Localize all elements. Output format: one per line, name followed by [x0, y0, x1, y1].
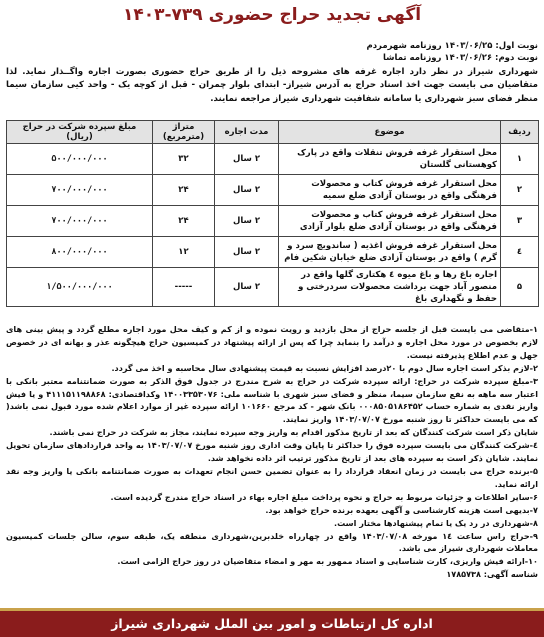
publication-dates: [366, 40, 538, 64]
row-deposit: ۵۰۰/۰۰۰/۰۰۰: [7, 144, 153, 175]
row-duration: ۲ سال: [215, 237, 279, 268]
notice-first: نوبت اول: ۱۴۰۳/۰۶/۲۵ روزنامه شهرمردم: [366, 41, 538, 51]
row-index: ۲: [501, 175, 539, 206]
row-area: ۱۲: [153, 237, 215, 268]
row-index: ۵: [501, 268, 539, 307]
footer-banner: اداره کل ارتباطات و امور بین الملل شهرداری شیراز: [0, 611, 544, 637]
term-item: ۳-مبلغ سپرده شرکت در حراج: ارائه سپرده شرکت در حراج به شرح مندرج در جدول فوق الذکر به صورت ضمانتنامه معتبر بانکی با اعتبار سه ماهه به نفع سازمان سیما، منظر و فضای سبز شهری با شناسه ملی: ۱۴۰۰۳۳۵۳۰۷۶ وکداقتصادی: ۴۱۱۱۵۱۱۹۸۸۶۸ و یا فیش واریز نقدی به شماره حساب ۰۰۰۸۵۰۵۱۸۶۴۵۲ بانک شهر - کد مرجع ۱۰۱۶۶۰ ارائه سپرده غیر از موارد اعلام شده مورد قبول نمی باشد( که می بایست حداکثر تا روز شنبه مورخ ۱۴۰۳/۰۷/۰۷ واریز نمایند.: [6, 375, 539, 425]
col-header-subject: موضوع: [279, 121, 501, 144]
table-row: [7, 268, 539, 307]
row-deposit: ۱/۵۰۰/۰۰۰/۰۰۰: [7, 268, 153, 307]
term-item: ۷-بدیهی است هزینه کارشناسی و آگهی بعهده برنده حراج خواهد بود.: [265, 504, 538, 515]
row-subject: محل استقرار غرفه فروش کتاب و محصولات فرهنگی واقع در بوستان آزادی ضلع سمیه: [279, 175, 501, 206]
term-item: ۱۰-ارائه فیش واریزی، کارت شناسایی و اسناد ممهور به مهر و امضاء متقاضیان در روز حراج الزامی است.: [117, 556, 538, 567]
term-item: ۵-برنده حراج می بایست در زمان انعقاد قرارداد را به عنوان تضمین حسن انجام تعهدات به صورت ضمانتنامه بانکی یا واریز وجه نقد ارائه نماید.: [6, 465, 538, 489]
row-index: ۳: [501, 206, 539, 237]
table-row: [7, 237, 539, 268]
term-item: ۲-لازم بذکر است اجاره سال دوم با ۲۰درصد افزایش نسبت به قیمت پیشنهادی سال محاسبه و اخذ می گردد.: [111, 362, 538, 373]
term-item: ٤-شرکت کنندگان می بایست سپرده فوق را حداکثر تا پایان وقت اداری روز شنبه مورخ ۱۴۰۳/۰۷/۰۷ به واحد قراردادهای سازمان تحویل نمایند. شایان ذکر است به سپرده های بعد از تاریخ مذکور ترتیب اثر داده نخواهد شد.: [6, 440, 538, 464]
col-header-index: ردیف: [501, 121, 539, 144]
row-deposit: ۸۰۰/۰۰۰/۰۰۰: [7, 237, 153, 268]
row-index: ٤: [501, 237, 539, 268]
row-index: ۱: [501, 144, 539, 175]
table-row: [7, 144, 539, 175]
col-header-area: متراژ (مترمربع): [153, 121, 215, 144]
row-subject: محل استقرار غرفه فروش تنقلات واقع در پارک کوهستانی گلستان: [279, 144, 501, 175]
row-duration: ۲ سال: [215, 206, 279, 237]
table-header-row: [7, 121, 539, 144]
row-duration: ۲ سال: [215, 144, 279, 175]
col-header-duration: مدت اجاره: [215, 121, 279, 144]
row-area: ۲۴: [153, 175, 215, 206]
term-item: ۶-سایر اطلاعات و جزئیات مربوط به حراج و نحوه پرداخت مبلغ اجاره بهاء در اسناد حراج مندرج گردیده است.: [110, 491, 538, 502]
row-deposit: ۷۰۰/۰۰۰/۰۰۰: [7, 206, 153, 237]
terms-list: [6, 323, 538, 581]
term-item: ۱-متقاضی می بایست قبل از جلسه حراج از محل بازدید و رویت نموده و از کم و کیف محل مورد اجاره مطلع گردد و پیش بینی های لازم بخصوص در مورد محل اجاره و درآمد را بنماید چرا که پس از ارائه پیشنهاد در کمیسیون حراج هیچگونه عذر و بهانه ای در خصوص جهل و عدم اطلاع پذیرفته نیست.: [6, 324, 538, 360]
intro-paragraph: شهرداری شیراز در نظر دارد اجاره غرفه های مشروحه ذیل را از طریق حراج حضوری بصورت اجاره واگــذار نماید. لذا متقاضیان می بایست جهت اخذ اسناد حراج به آدرس شیراز- ابتدای بلوار چمران - قبل از کوچه یک - واحد کیی سازمان سیما منظر فضای سبز شهرداری یا سامانه شفافیت شهرداری شیراز مراجعه نمایند.: [6, 67, 538, 104]
term-item: ۹-حراج راس ساعت ١٤ مورخه ۱۴۰۳/۰۷/۰۸ واقع در چهارراه خلدبرین،شهرداری منطقه یک، طبقه سوم، سالن جلسات کمیسیون معاملات شهرداری شیراز می باشد.: [6, 530, 538, 554]
row-area: -----: [153, 268, 215, 307]
col-header-deposit: مبلغ سپرده شرکت در حراج (ریال): [7, 121, 153, 144]
row-area: ۳۲: [153, 144, 215, 175]
table-row: [7, 206, 539, 237]
row-duration: ۲ سال: [215, 268, 279, 307]
term-item: شایان ذکر است شرکت کنندگان که بعد از تاریخ مذکور اقدام به واریز وجه سپرده نمایند، مجاز به شرکت در حراج نمی باشند.: [49, 427, 538, 438]
page-title: آگهی تجدید حراج حضوری ۷۳۹-۱۴۰۳: [122, 5, 422, 25]
row-subject: اجاره باغ رها و باغ میوه ٤ هکتاری گلها واقع در منصور آباد جهت برداشت محصولات سردرختی و حفظ و نگهداری باغ: [279, 268, 501, 307]
table-row: [7, 175, 539, 206]
row-subject: محل استقرار غرفه فروش کتاب و محصولات فرهنگی واقع در بوستان آزادی ضلع بلوار آزادی: [279, 206, 501, 237]
row-area: ۲۴: [153, 206, 215, 237]
term-item: ۸-شهرداری در رد یک یا تمام پیشنهادها مختار است.: [334, 517, 538, 528]
row-deposit: ۷۰۰/۰۰۰/۰۰۰: [7, 175, 153, 206]
row-duration: ۲ سال: [215, 175, 279, 206]
row-subject: محل استقرار غرفه فروش اغذیه ( ساندویچ سرد و گرم ) واقع در بوستان آزادی ضلع خیابان شکین فام: [279, 237, 501, 268]
notice-second: نوبت دوم: ۱۴۰۳/۰۶/۲۶ روزنامه تماشا: [382, 53, 538, 63]
notice-id: شناسه آگهی: ۱۷۸۵۷۳۸: [446, 569, 538, 580]
auction-table: [6, 120, 539, 307]
